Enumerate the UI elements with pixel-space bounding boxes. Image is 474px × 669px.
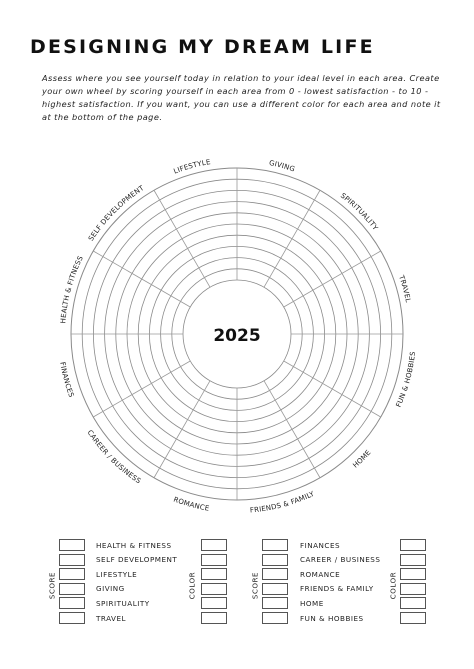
category-label: HEALTH & FITNESS (96, 540, 172, 550)
score-box[interactable] (59, 568, 85, 580)
wheel-label: HEALTH & FITNESS (59, 254, 85, 324)
category-label: FINANCES (300, 540, 341, 550)
wheel-label: FRIENDS & FAMILY (249, 489, 316, 515)
wheel-label: FINANCES (58, 361, 76, 399)
wheel-label: ROMANCE (172, 495, 210, 513)
score-box[interactable] (59, 539, 85, 551)
wheel-label: LIFESTYLE (172, 158, 212, 176)
color-box[interactable] (201, 612, 227, 624)
score-label-left: SCORE (48, 571, 57, 600)
category-label: HOME (300, 598, 324, 608)
color-box[interactable] (201, 554, 227, 566)
category-label: FRIENDS & FAMILY (300, 584, 374, 594)
color-box[interactable] (400, 597, 426, 609)
score-box[interactable] (262, 539, 288, 551)
score-box[interactable] (262, 612, 288, 624)
color-box[interactable] (400, 612, 426, 624)
color-box[interactable] (400, 554, 426, 566)
color-box[interactable] (201, 539, 227, 551)
score-box[interactable] (59, 612, 85, 624)
wheel-label: CAREER / BUSINESS (85, 428, 143, 486)
wheel-label: GIVING (268, 159, 296, 174)
category-label: TRAVEL (96, 613, 127, 623)
color-label-right: COLOR (389, 571, 398, 600)
category-label: LIFESTYLE (96, 569, 138, 579)
score-box[interactable] (262, 554, 288, 566)
color-box[interactable] (400, 583, 426, 595)
instructions-text: Assess where you see yourself today in relation to your ideal level in each area. Create your own wheel by scoring yourself in each area from 0 - lowest satisfaction - to 10 - highest satisfaction. If you want, you can use a different color for each area and note it at the bottom of the page. (42, 73, 441, 122)
wheel-label: FUN & HOBBIES (394, 350, 418, 409)
category-label: CAREER / BUSINESS (300, 555, 381, 565)
color-box[interactable] (201, 568, 227, 580)
category-label: SELF DEVELOPMENT (96, 555, 178, 565)
wheel-label: TRAVEL (397, 274, 413, 304)
category-label: GIVING (96, 584, 125, 594)
category-label: SPIRITUALITY (96, 598, 150, 608)
color-box[interactable] (201, 583, 227, 595)
wheel-label: HOME (351, 448, 373, 470)
color-box[interactable] (400, 568, 426, 580)
category-label: FUN & HOBBIES (300, 613, 364, 623)
score-box[interactable] (262, 597, 288, 609)
score-box[interactable] (59, 597, 85, 609)
score-box[interactable] (59, 583, 85, 595)
score-box[interactable] (262, 583, 288, 595)
wheel-year: 2025 (213, 326, 261, 346)
color-box[interactable] (400, 539, 426, 551)
wheel-label: SPIRITUALITY (338, 191, 380, 233)
score-box[interactable] (59, 554, 85, 566)
page-title: DESIGNING MY DREAM LIFE (30, 36, 375, 58)
score-label-right: SCORE (251, 571, 260, 600)
score-box[interactable] (262, 568, 288, 580)
color-label-left: COLOR (188, 571, 197, 600)
category-label: ROMANCE (300, 569, 341, 579)
wheel-label: SELF DEVELOPMENT (86, 183, 146, 243)
color-box[interactable] (201, 597, 227, 609)
